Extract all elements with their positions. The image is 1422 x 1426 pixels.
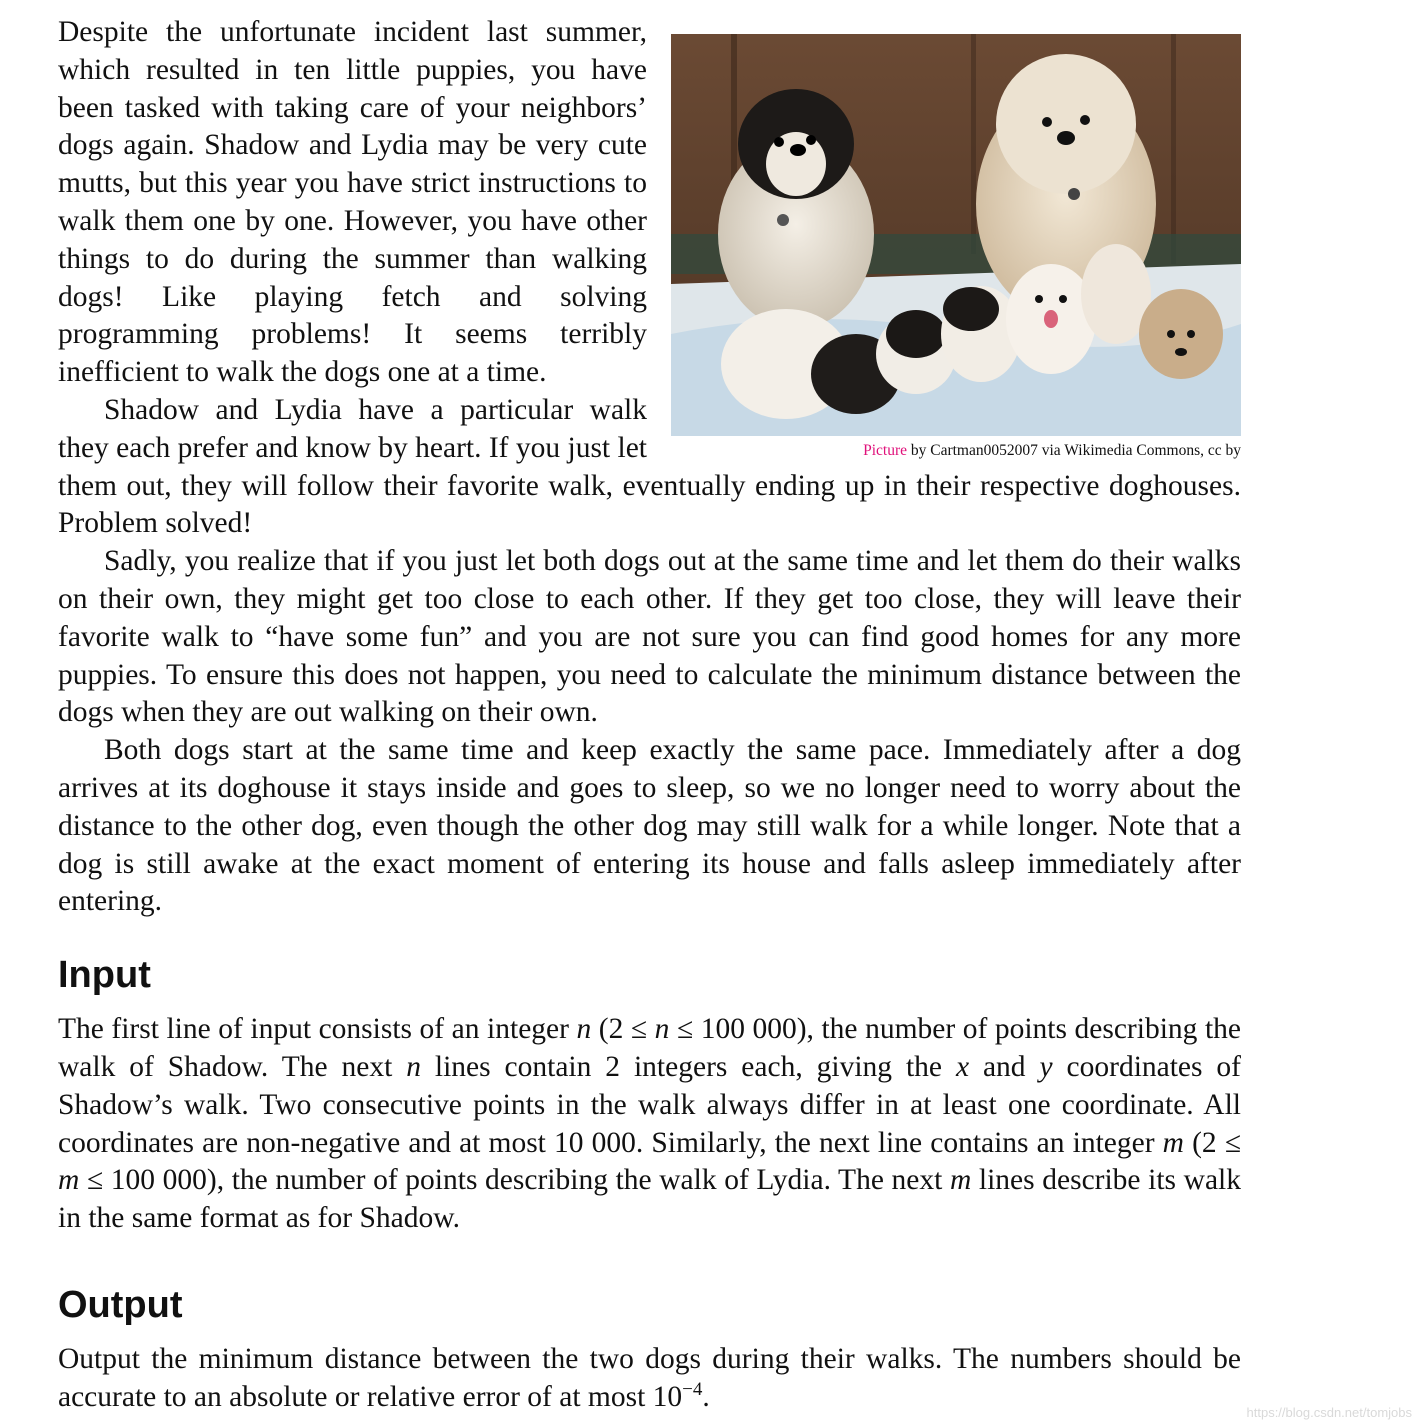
intro-paragraph-4: Both dogs start at the same time and keep exactly the same pace. Immediately after a dog arrives at its doghouse it stays inside and goes to sleep, so we no longer need to worry about the distance to the other dog, even though the other dog may still walk for a while longer. Note that a dog is still awake at the exact moment of entering its house and falls asleep immediately after entering.: [58, 734, 1241, 918]
output-heading: Output: [58, 1283, 183, 1326]
picture-link[interactable]: Picture: [863, 442, 907, 459]
watermark: https://blog.csdn.net/tomjobs: [1246, 1405, 1412, 1420]
intro-paragraph-3: Sadly, you realize that if you just let both dogs out at the same time and let them do their walks on their own, they might get too close to each other. If they get too close, they will leave their favorite walk to “have some fun” and you are not sure you can find good homes for any more puppies. To ensure this does not happen, you need to calculate the minimum distance between the dogs when they are out walking on their own.: [58, 545, 1241, 729]
dogs-photo: [671, 34, 1241, 436]
input-heading: Input: [58, 954, 151, 997]
dogs-figure: [671, 34, 1241, 460]
problem-statement: [58, 14, 1241, 1417]
caption-text: by Cartman0052007 via Wikimedia Commons, cc by: [906, 442, 1241, 459]
output-paragraph: Output the minimum distance between the two dogs during their walks. The numbers should be accurate to an absolute or relative error of at most $10^{-4}$.: [58, 1342, 1241, 1413]
photo-caption: [671, 442, 1241, 460]
intro-paragraph-2: Shadow and Lydia have a particular walk they each prefer and know by heart. If you just let them out, they will follow their favorite walk, eventually ending up in their respective doghouses. Problem solved!: [58, 393, 1241, 540]
intro-paragraph-1: Despite the unfortunate incident last summer, which resulted in ten little puppies, you have been tasked with taking care of your neighbors’ dogs again. Shadow and Lydia may be very cute mutts, but this year you have strict instructions to walk them one by one. However, you have other things to do during the summer than walking dogs! Like playing fetch and solving programming problems! It seems terribly inefficient to walk the dogs one at a time.: [58, 16, 647, 389]
exponent: −4: [682, 1378, 703, 1400]
input-paragraph: The first line of input consists of an integer n (2 ≤ n ≤ 100 000), the number of points describing the walk of Shadow. The next n lines contain 2 integers each, giving the x and y coordinates of Shadow’s walk. Two consecutive points in the walk always differ in at least one coordinate. All coordinates are non-negative and at most 10 000. Similarly, the next line contains an integer m (2 ≤ m ≤ 100 000), the number of points describing the walk of Lydia. The next m lines describe its walk in the same format as for Shadow.: [58, 1013, 1242, 1235]
